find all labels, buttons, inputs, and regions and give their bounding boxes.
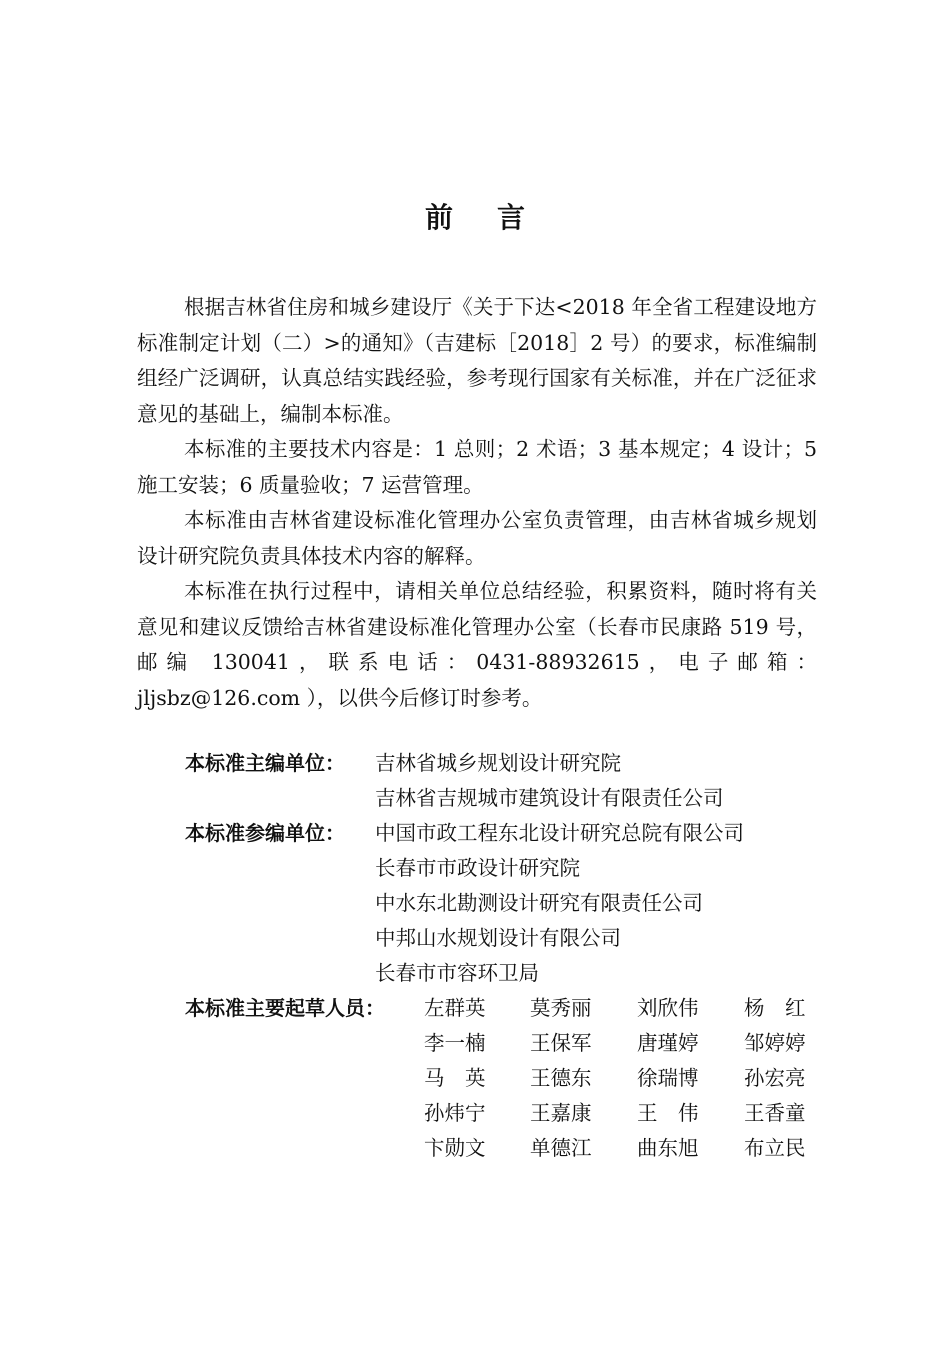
drafter-name: 王香童 (744, 1101, 806, 1125)
paragraph-basis: 根据吉林省住房和城乡建设厅《关于下达<2018 年全省工程建设地方标准制定计划（二）>的通知》（吉建标［2018］2 号）的要求，标准编制组经广泛调研，认真总结实践经验，参考现行国家有关标准，并在广泛征求意见的基础上，编制本标准。 (137, 295, 817, 426)
chief-editor-unit: 吉林省城乡规划设计研究院 (375, 751, 621, 775)
drafter-name: 莫秀丽 (530, 996, 592, 1020)
participating-row (185, 816, 825, 851)
chief-editor-row (185, 781, 825, 816)
drafters-row (424, 1096, 824, 1131)
chief-editor-row (185, 746, 825, 781)
paragraph-feedback: 本标准在执行过程中，请相关单位总结经验，积累资料，随时将有关意见和建议反馈给吉林省建设标准化管理办公室（长春市民康路 519 号，邮编 130041，联系电话：0431-88932615，电子邮箱：jljsbz@126.com ），以供今后修订时参考。 (137, 579, 817, 710)
drafter-name: 单德江 (530, 1136, 592, 1160)
participating-unit: 中水东北勘测设计研究有限责任公司 (375, 891, 703, 915)
drafter-name: 孙炜宁 (424, 1101, 486, 1125)
drafters-row (424, 1131, 824, 1166)
drafters-label: 本标准主要起草人员： (185, 996, 385, 1020)
participating-unit: 长春市市容环卫局 (375, 961, 539, 985)
drafter-name: 邹婷婷 (744, 1031, 806, 1055)
drafter-name: 布立民 (744, 1136, 806, 1160)
participating-row (185, 956, 825, 991)
participating-row (185, 921, 825, 956)
drafter-name: 王 伟 (637, 1101, 699, 1125)
drafters-section (185, 991, 825, 1160)
preface-body (137, 290, 817, 716)
drafters-grid (424, 991, 824, 1166)
drafter-name: 徐瑞博 (637, 1066, 699, 1090)
drafter-name: 马 英 (424, 1066, 486, 1090)
drafter-name: 左群英 (424, 996, 486, 1020)
drafter-name: 唐瑾婷 (637, 1031, 699, 1055)
page-title (0, 196, 950, 236)
title-char-1: 前 (424, 201, 453, 234)
drafter-name: 刘欣伟 (637, 996, 699, 1020)
participating-unit: 中邦山水规划设计有限公司 (375, 926, 621, 950)
drafters-row (424, 1061, 824, 1096)
paragraph-contents: 本标准的主要技术内容是：1 总则；2 术语；3 基本规定；4 设计；5 施工安装；6 质量验收；7 运营管理。 (137, 437, 817, 497)
chief-editor-unit: 吉林省吉规城市建筑设计有限责任公司 (375, 786, 724, 810)
drafter-name: 杨 红 (744, 996, 806, 1020)
drafter-name: 孙宏亮 (744, 1066, 806, 1090)
participating-row (185, 886, 825, 921)
drafter-name: 王嘉康 (530, 1101, 592, 1125)
chief-editor-label: 本标准主编单位： (185, 751, 345, 775)
units-section (185, 746, 825, 991)
participating-row (185, 851, 825, 886)
drafter-name: 曲东旭 (637, 1136, 699, 1160)
participating-label: 本标准参编单位： (185, 821, 345, 845)
participating-unit: 长春市市政设计研究院 (375, 856, 580, 880)
drafter-name: 王德东 (530, 1066, 592, 1090)
drafter-name: 王保军 (530, 1031, 592, 1055)
drafters-row (424, 991, 824, 1026)
drafter-name: 李一楠 (424, 1031, 486, 1055)
paragraph-management: 本标准由吉林省建设标准化管理办公室负责管理，由吉林省城乡规划设计研究院负责具体技术内容的解释。 (137, 508, 817, 568)
drafter-name: 卞勋文 (424, 1136, 486, 1160)
participating-unit: 中国市政工程东北设计研究总院有限公司 (375, 821, 744, 845)
drafters-row (424, 1026, 824, 1061)
title-char-2: 言 (497, 201, 526, 234)
